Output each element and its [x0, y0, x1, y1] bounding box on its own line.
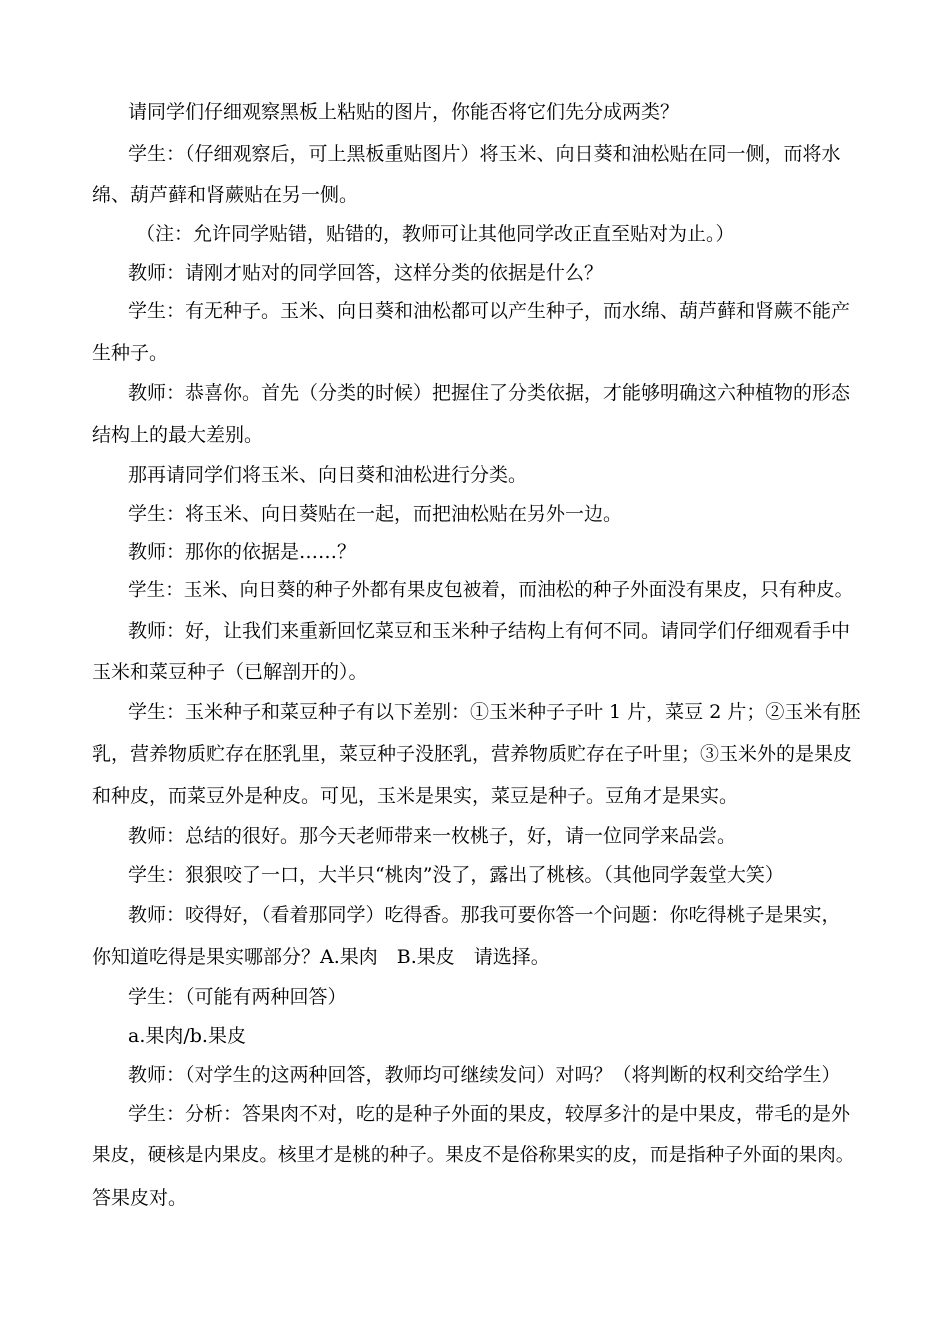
text-line: 请同学们仔细观察黑板上粘贴的图片，你能否将它们先分成两类？: [128, 101, 680, 123]
text-line: 教师：请刚才贴对的同学回答，这样分类的依据是什么？: [128, 262, 604, 284]
text-line: 那再请同学们将玉米、向日葵和油松进行分类。: [128, 464, 528, 486]
text-line: 结构上的最大差别。: [92, 424, 264, 446]
text-line: 绵、葫芦藓和肾蕨贴在另一侧。: [92, 184, 359, 206]
text-line: 教师：总结的很好。那今天老师带来一枚桃子，好，请一位同学来品尝。: [128, 825, 737, 847]
text-line: 教师：（对学生的这两种回答，教师均可继续发问）对吗？（将判断的权利交给学生）: [128, 1064, 841, 1086]
text-line: a.果肉/b.果皮: [128, 1025, 246, 1047]
text-line: （注：允许同学贴错，贴错的，教师可让其他同学改正直至贴对为止。）: [136, 223, 735, 245]
text-line: 答果皮对。: [92, 1187, 188, 1209]
text-line: 学生：（仔细观察后，可上黑板重贴图片）将玉米、向日葵和油松贴在同一侧，而将水: [128, 143, 841, 165]
text-line: 学生：将玉米、向日葵贴在一起，而把油松贴在另外一边。: [128, 503, 623, 525]
text-line: 生种子。: [92, 342, 169, 364]
text-line: 教师：好，让我们来重新回忆菜豆和玉米种子结构上有何不同。请同学们仔细观看手中: [128, 620, 851, 642]
text-line: 学生：玉米种子和菜豆种子有以下差别：①玉米种子子叶 1 片，菜豆 2 片；②玉米有胚: [128, 701, 861, 723]
text-line: 果皮，硬核是内果皮。核里才是桃的种子。果皮不是俗称果实的皮，而是指种子外面的果肉。: [92, 1145, 855, 1166]
text-line: 学生：（可能有两种回答）: [128, 986, 347, 1008]
text-line: 你知道吃得是果实哪部分？A.果肉 B.果皮 请选择。: [92, 946, 550, 968]
text-line: 教师：恭喜你。首先（分类的时候）把握住了分类依据，才能够明确这六种植物的形态: [128, 382, 851, 404]
text-line: 和种皮，而菜豆外是种皮。可见，玉米是果实，菜豆是种子。豆角才是果实。: [92, 785, 739, 807]
text-line: 学生：有无种子。玉米、向日葵和油松都可以产生种子，而水绵、葫芦藓和肾蕨不能产: [128, 300, 851, 322]
text-line: 学生：狠狠咬了一口，大半只“桃肉”没了，露出了桃核。（其他同学轰堂大笑）: [128, 864, 784, 886]
text-line: 教师：那你的依据是……？: [128, 541, 357, 563]
text-line: 乳，营养物质贮存在胚乳里，菜豆种子没胚乳，营养物质贮存在子叶里；③玉米外的是果皮: [92, 743, 853, 765]
text-line: 玉米和菜豆种子（已解剖开的）。: [92, 661, 368, 683]
text-line: 教师：咬得好，（看着那同学）吃得香。那我可要你答一个问题：你吃得桃子是果实，: [128, 904, 841, 926]
text-line: 学生：玉米、向日葵的种子外都有果皮包被着，而油松的种子外面没有果皮，只有种皮。: [128, 580, 854, 601]
text-line: 学生：分析：答果肉不对，吃的是种子外面的果皮，较厚多汁的是中果皮，带毛的是外: [128, 1103, 851, 1125]
